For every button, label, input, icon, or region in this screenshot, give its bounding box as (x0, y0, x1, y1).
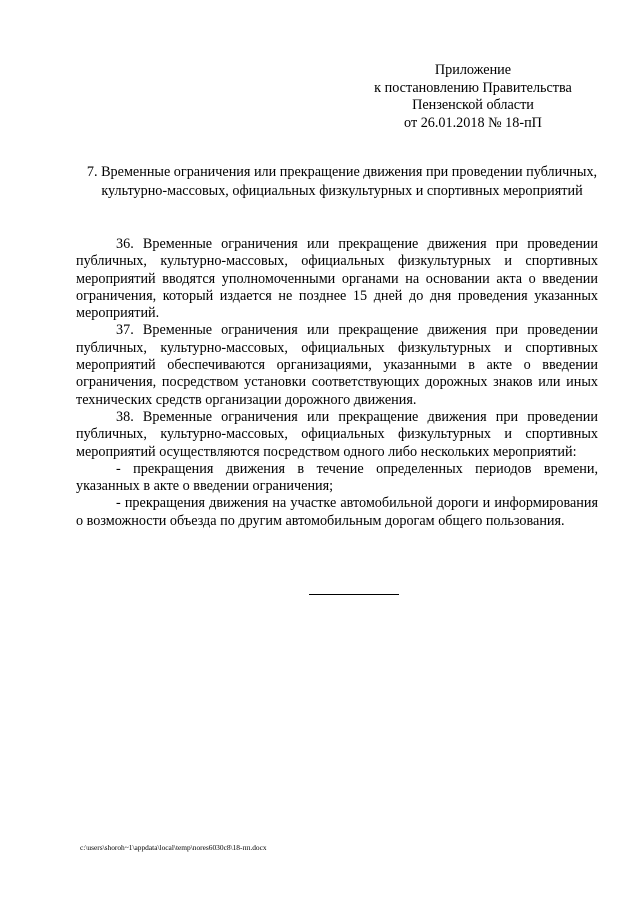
list-item-period-stop: - прекращения движения в течение определенных периодов времени, указанных в акте о введении ограничения; (76, 460, 598, 495)
paragraph-37: 37. Временные ограничения или прекращение движения при проведении публичных, культурно-массовых, официальных физкультурных и спортивных мероприятий обеспечиваются организациями, указанными в акте о введении ограничения, посредством установки соответствующих дорожных знаков или иных технических средств организации дорожного движения. (76, 322, 598, 408)
section-title: 7. Временные ограничения или прекращение движения при проведении публичных, культурно-массовых, официальных физкультурных и спортивных мероприятий (86, 164, 598, 199)
footer-file-path: c:\users\shoroh~1\appdata\local\temp\nores6030c8\18-пп.docx (80, 843, 267, 852)
paragraph-38: 38. Временные ограничения или прекращение движения при проведении публичных, культурно-массовых, официальных физкультурных и спортивных мероприятий осуществляются посредством одного либо нескольких мероприятий: (76, 408, 598, 460)
appendix-decree-line: к постановлению Правительства (374, 79, 572, 96)
appendix-header (360, 62, 586, 132)
appendix-title: Приложение (434, 62, 512, 78)
end-of-document-line (309, 594, 399, 595)
appendix-region-line: Пензенской области (412, 97, 534, 113)
appendix-date-number: от 26.01.2018 № 18-пП (404, 114, 542, 131)
list-item-road-section-stop: - прекращения движения на участке автомобильной дороги и информирования о возможности объезда по другим автомобильным дорогам общего пользования. (76, 495, 598, 529)
paragraph-36: 36. Временные ограничения или прекращение движения при проведении публичных, культурно-массовых, официальных физкультурных и спортивных мероприятий вводятся уполномоченными органами на основании акта о введении ограничения, который издается не позднее 15 дней до дня проведения указанных мероприятий. (76, 236, 598, 322)
document-body (76, 236, 598, 530)
